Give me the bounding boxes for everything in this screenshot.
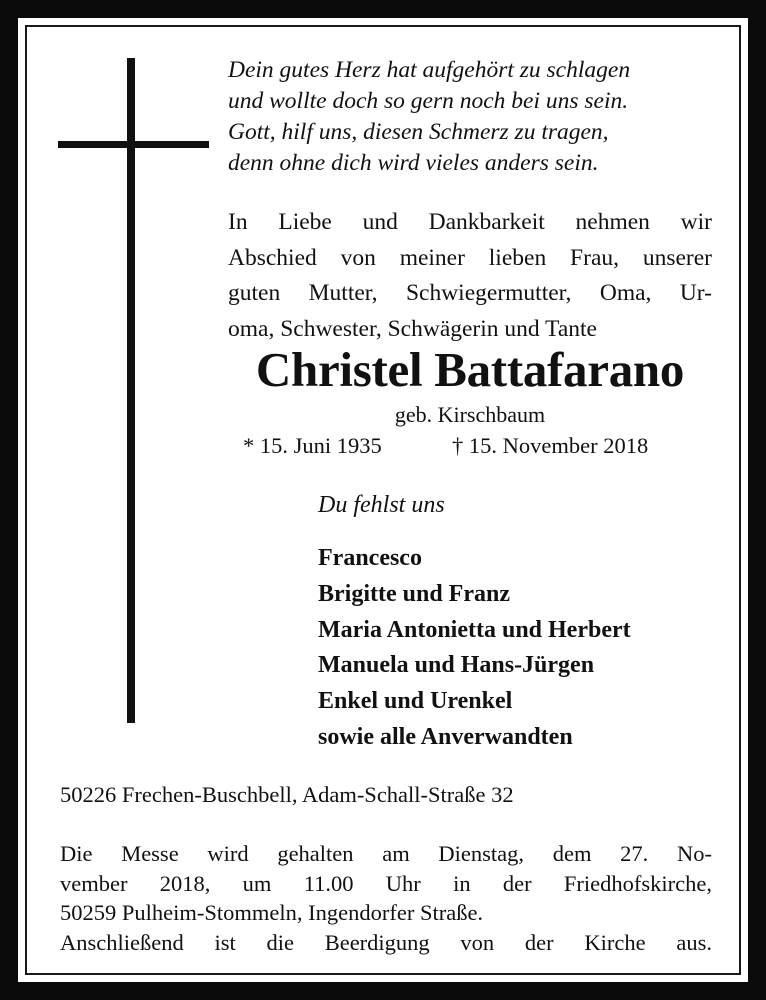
farewell-line: In Liebe und Dankbarkeit nehmen wir: [228, 209, 712, 235]
service-line: 50259 Pulheim-Stommeln, Ingendorfer Straße.: [60, 900, 484, 925]
cross-vertical-bar: [127, 58, 135, 723]
farewell-line: guten Mutter, Schwiegermutter, Oma, Ur-: [228, 280, 712, 306]
birth-date: * 15. Juni 1935: [243, 433, 382, 458]
poem-line: Gott, hilf uns, diesen Schmerz zu tragen,: [228, 119, 609, 145]
mourner-name: Manuela und Hans-Jürgen: [318, 652, 595, 679]
service-line: Anschließend ist die Beerdigung von der Kirche aus.: [60, 929, 712, 955]
farewell-text: [228, 205, 712, 347]
poem-line: denn ohne dich wird vieles anders sein.: [228, 150, 599, 176]
poem-line: und wollte doch so gern noch bei uns sein.: [228, 88, 629, 114]
mourner-name: sowie alle Anverwandten: [318, 723, 573, 750]
mourner-name: Brigitte und Franz: [318, 580, 510, 607]
mourners-list: [318, 541, 631, 756]
deceased-name: Christel Battafarano: [255, 342, 685, 397]
farewell-line: oma, Schwester, Schwägerin und Tante: [228, 315, 597, 342]
cross-horizontal-bar: [58, 141, 209, 148]
mourners-intro: Du fehlst uns: [318, 492, 445, 518]
service-line: Die Messe wird gehalten am Dienstag, dem 27. No-: [60, 841, 712, 866]
service-line: vember 2018, um 11.00 Uhr in der Friedhofskirche,: [60, 870, 712, 896]
poem-line: Dein gutes Herz hat aufgehört zu schlagen: [228, 57, 631, 83]
mourner-name: Francesco: [318, 545, 422, 571]
maiden-name: geb. Kirschbaum: [394, 402, 546, 427]
poem: [228, 55, 718, 179]
mourner-name: Enkel und Urenkel: [318, 688, 513, 715]
service-info: [60, 839, 712, 957]
death-date: † 15. November 2018: [452, 433, 649, 458]
family-address: 50226 Frechen-Buschbell, Adam-Schall-Straße 32: [60, 782, 514, 807]
mourner-name: Maria Antonietta und Herbert: [318, 616, 631, 643]
farewell-line: Abschied von meiner lieben Frau, unserer: [228, 244, 712, 271]
